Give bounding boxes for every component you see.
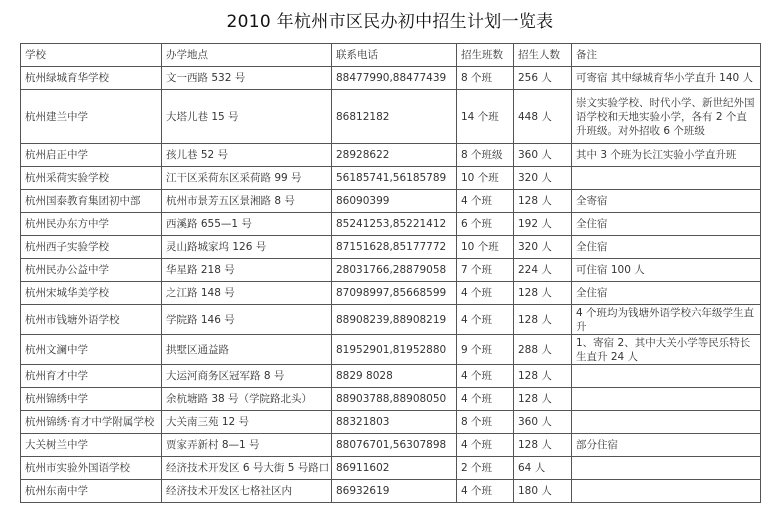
cell-classes: 10 个班 <box>457 167 514 190</box>
cell-students: 128 人 <box>514 365 572 388</box>
table-row <box>21 90 761 144</box>
cell-address: 余杭塘路 38 号（学院路北头） <box>162 388 332 411</box>
cell-classes: 10 个班 <box>457 236 514 259</box>
table-row <box>21 411 761 434</box>
cell-address: 大运河商务区冠军路 8 号 <box>162 365 332 388</box>
cell-students: 288 人 <box>514 335 572 365</box>
cell-classes: 4 个班 <box>457 434 514 457</box>
cell-classes: 14 个班 <box>457 90 514 144</box>
cell-school: 杭州采荷实验学校 <box>21 167 162 190</box>
cell-phone: 87098997,85668599 <box>332 282 457 305</box>
cell-students: 224 人 <box>514 259 572 282</box>
cell-note <box>572 388 761 411</box>
table-row <box>21 167 761 190</box>
col-header-school: 学校 <box>21 44 162 67</box>
cell-school: 杭州民办东方中学 <box>21 213 162 236</box>
cell-note: 部分住宿 <box>572 434 761 457</box>
col-header-classes: 招生班数 <box>457 44 514 67</box>
col-header-phone: 联系电话 <box>332 44 457 67</box>
cell-address: 经济技术开发区七格社区内 <box>162 480 332 503</box>
cell-address: 经济技术开发区 6 号大街 5 号路口 <box>162 457 332 480</box>
col-header-students: 招生人数 <box>514 44 572 67</box>
cell-phone: 88076701,56307898 <box>332 434 457 457</box>
cell-address: 大塔儿巷 15 号 <box>162 90 332 144</box>
cell-note: 其中 3 个班为长江实验小学直升班 <box>572 144 761 167</box>
table-header <box>21 44 761 67</box>
cell-students: 320 人 <box>514 236 572 259</box>
cell-classes: 9 个班 <box>457 335 514 365</box>
cell-phone: 86090399 <box>332 190 457 213</box>
cell-classes: 4 个班 <box>457 305 514 335</box>
cell-address: 灵山路城家坞 126 号 <box>162 236 332 259</box>
cell-school: 杭州东南中学 <box>21 480 162 503</box>
table-row <box>21 457 761 480</box>
cell-students: 360 人 <box>514 144 572 167</box>
cell-address: 西溪路 655—1 号 <box>162 213 332 236</box>
cell-school: 杭州文澜中学 <box>21 335 162 365</box>
cell-address: 学院路 146 号 <box>162 305 332 335</box>
table-row <box>21 259 761 282</box>
cell-address: 孩儿巷 52 号 <box>162 144 332 167</box>
cell-address: 江干区采荷东区采荷路 99 号 <box>162 167 332 190</box>
cell-phone: 28928622 <box>332 144 457 167</box>
cell-address: 大关南三苑 12 号 <box>162 411 332 434</box>
cell-note <box>572 411 761 434</box>
cell-classes: 6 个班 <box>457 213 514 236</box>
cell-school: 杭州市钱塘外语学校 <box>21 305 162 335</box>
table-row <box>21 305 761 335</box>
cell-students: 128 人 <box>514 388 572 411</box>
cell-school: 杭州建兰中学 <box>21 90 162 144</box>
cell-note: 全住宿 <box>572 213 761 236</box>
table-row <box>21 236 761 259</box>
table-row <box>21 388 761 411</box>
cell-school: 杭州市实验外国语学校 <box>21 457 162 480</box>
table-row <box>21 480 761 503</box>
cell-address: 杭州市景芳五区景湘路 8 号 <box>162 190 332 213</box>
cell-students: 128 人 <box>514 282 572 305</box>
col-header-note: 备注 <box>572 44 761 67</box>
cell-phone: 28031766,28879058 <box>332 259 457 282</box>
cell-phone: 8829 8028 <box>332 365 457 388</box>
cell-students: 320 人 <box>514 167 572 190</box>
cell-address: 拱墅区通益路 <box>162 335 332 365</box>
cell-students: 192 人 <box>514 213 572 236</box>
cell-note: 全住宿 <box>572 236 761 259</box>
table-row <box>21 67 761 90</box>
cell-address: 之江路 148 号 <box>162 282 332 305</box>
cell-address: 文一西路 532 号 <box>162 67 332 90</box>
cell-note: 全寄宿 <box>572 190 761 213</box>
cell-school: 杭州绿城育华学校 <box>21 67 162 90</box>
table-row <box>21 190 761 213</box>
cell-school: 大关树兰中学 <box>21 434 162 457</box>
table-row <box>21 144 761 167</box>
cell-classes: 2 个班 <box>457 457 514 480</box>
cell-note <box>572 480 761 503</box>
header-row <box>21 44 761 67</box>
cell-students: 128 人 <box>514 434 572 457</box>
cell-note: 可寄宿 其中绿城育华小学直升 140 人 <box>572 67 761 90</box>
cell-note <box>572 457 761 480</box>
cell-students: 128 人 <box>514 190 572 213</box>
cell-students: 64 人 <box>514 457 572 480</box>
cell-classes: 7 个班 <box>457 259 514 282</box>
cell-school: 杭州锦绣·育才中学附属学校 <box>21 411 162 434</box>
cell-phone: 86932619 <box>332 480 457 503</box>
cell-classes: 8 个班 <box>457 67 514 90</box>
cell-phone: 88903788,88908050 <box>332 388 457 411</box>
cell-phone: 88477990,88477439 <box>332 67 457 90</box>
cell-school: 杭州国泰教育集团初中部 <box>21 190 162 213</box>
cell-note <box>572 365 761 388</box>
cell-school: 杭州启正中学 <box>21 144 162 167</box>
cell-address: 华星路 218 号 <box>162 259 332 282</box>
cell-phone: 85241253,85221412 <box>332 213 457 236</box>
col-header-address: 办学地点 <box>162 44 332 67</box>
cell-phone: 88908239,88908219 <box>332 305 457 335</box>
cell-note: 1、寄宿 2、其中大关小学等民乐特长生直升 24 人 <box>572 335 761 365</box>
cell-classes: 4 个班 <box>457 190 514 213</box>
cell-phone: 86812182 <box>332 90 457 144</box>
table-row <box>21 282 761 305</box>
cell-classes: 4 个班 <box>457 388 514 411</box>
cell-students: 128 人 <box>514 305 572 335</box>
cell-classes: 8 个班 <box>457 411 514 434</box>
cell-classes: 4 个班 <box>457 365 514 388</box>
table-row <box>21 213 761 236</box>
table-row <box>21 434 761 457</box>
enrollment-table <box>20 43 761 503</box>
cell-phone: 81952901,81952880 <box>332 335 457 365</box>
cell-school: 杭州民办公益中学 <box>21 259 162 282</box>
cell-phone: 87151628,85177772 <box>332 236 457 259</box>
cell-phone: 86911602 <box>332 457 457 480</box>
cell-phone: 56185741,56185789 <box>332 167 457 190</box>
cell-school: 杭州锦绣中学 <box>21 388 162 411</box>
cell-students: 360 人 <box>514 411 572 434</box>
cell-classes: 4 个班 <box>457 480 514 503</box>
cell-classes: 8 个班级 <box>457 144 514 167</box>
cell-classes: 4 个班 <box>457 282 514 305</box>
cell-address: 贾家弄新村 8—1 号 <box>162 434 332 457</box>
table-row <box>21 335 761 365</box>
cell-note: 全住宿 <box>572 282 761 305</box>
cell-phone: 88321803 <box>332 411 457 434</box>
cell-note: 4 个班均为钱塘外语学校六年级学生直升 <box>572 305 761 335</box>
table-row <box>21 365 761 388</box>
cell-school: 杭州育才中学 <box>21 365 162 388</box>
cell-school: 杭州西子实验学校 <box>21 236 162 259</box>
cell-students: 448 人 <box>514 90 572 144</box>
cell-note <box>572 167 761 190</box>
cell-school: 杭州宋城华美学校 <box>21 282 162 305</box>
table-body <box>21 67 761 503</box>
cell-note: 可住宿 100 人 <box>572 259 761 282</box>
cell-students: 180 人 <box>514 480 572 503</box>
page-title: 2010 年杭州市区民办初中招生计划一览表 <box>226 12 554 32</box>
cell-students: 256 人 <box>514 67 572 90</box>
cell-note: 崇文实验学校、时代小学、新世纪外国语学校和天地实验小学，各有 2 个直升班级。对外招收 6 个班级 <box>572 90 761 144</box>
